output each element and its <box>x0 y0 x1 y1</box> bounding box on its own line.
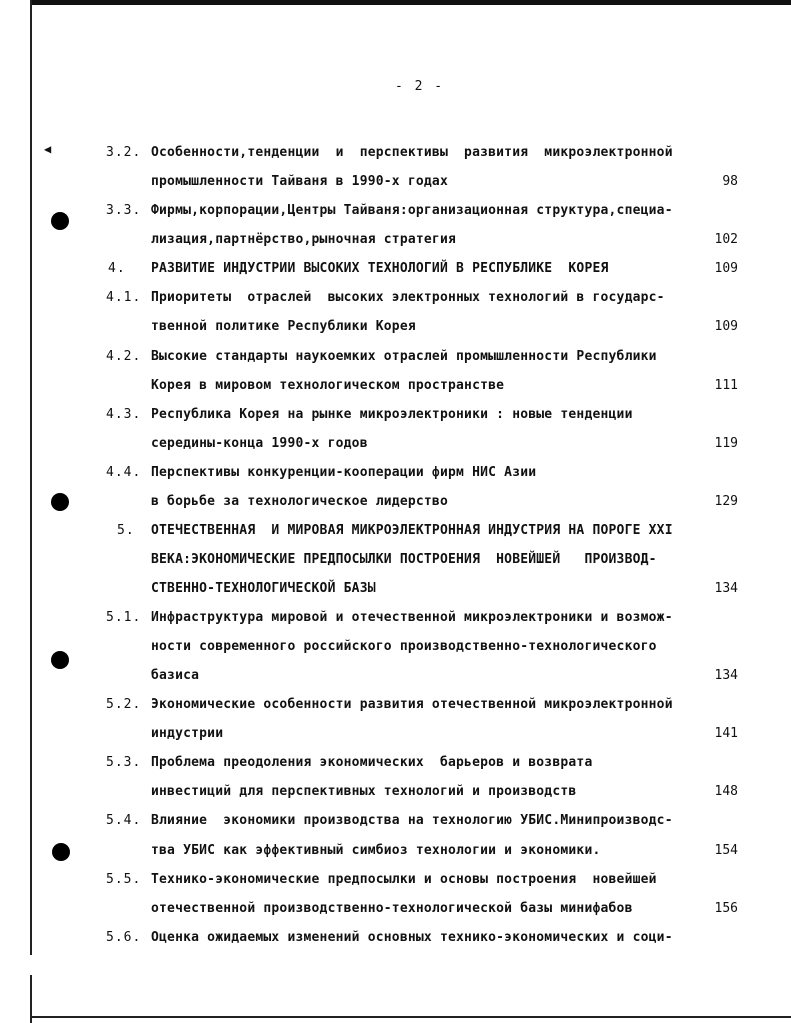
toc-entry-text: РАЗВИТИЕ ИНДУСТРИИ ВЫСОКИХ ТЕХНОЛОГИЙ В РЕСПУБЛИКЕ КОРЕЯ <box>151 261 609 276</box>
toc-entry-text: Экономические особенности развития отечественной микроэлектронной <box>151 697 673 712</box>
toc-page-number: 141 <box>714 726 738 741</box>
toc-entry-text: Инфраструктура мировой и отечественной микроэлектроники и возмож- <box>151 610 673 625</box>
toc-entry-text: Влияние экономики производства на технологию УБИС.Минипроизводс- <box>151 813 673 828</box>
toc-entry-number: 5.4. <box>106 813 142 828</box>
toc-page-number: 98 <box>722 174 738 189</box>
toc-entry-text: Оценка ожидаемых изменений основных технико-экономических и соци- <box>151 930 673 945</box>
toc-entry-text: индустрии <box>151 726 224 741</box>
toc-page-number: 154 <box>714 843 738 858</box>
toc-entry-text: лизация,партнёрство,рыночная стратегия <box>151 232 457 247</box>
page-number: - 2 - <box>395 79 445 94</box>
toc-page-number: 111 <box>714 378 738 393</box>
punch-hole <box>51 212 69 230</box>
toc-entry-text: ности современного российского производственно-технологического <box>151 639 657 654</box>
toc-entry-number: 5.5. <box>106 872 142 887</box>
binding-mark-icon: ◀ <box>44 142 52 156</box>
toc-page-number: 156 <box>714 901 738 916</box>
toc-entry-text: инвестиций для перспективных технологий и производств <box>151 784 577 799</box>
toc-entry-text: Проблема преодоления экономических барьеров и возврата <box>151 755 593 770</box>
toc-entry-number: 4.4. <box>106 465 142 480</box>
toc-entry-number: 3.2. <box>106 145 142 160</box>
toc-page-number: 109 <box>714 319 738 334</box>
toc-page-number: 134 <box>714 668 738 683</box>
toc-entry-text: середины-конца 1990-х годов <box>151 436 368 451</box>
toc-entry-text: ОТЕЧЕСТВЕННАЯ И МИРОВАЯ МИКРОЭЛЕКТРОННАЯ ИНДУСТРИЯ НА ПОРОГЕ XXI <box>151 523 673 538</box>
toc-entry-number: 5.3. <box>106 755 142 770</box>
punch-hole <box>52 843 70 861</box>
toc-page-number: 109 <box>714 261 738 276</box>
toc-entry-text: СТВЕННО-ТЕХНОЛОГИЧЕСКОЙ БАЗЫ <box>151 581 376 596</box>
toc-entry-text: Высокие стандарты наукоемких отраслей промышленности Республики <box>151 349 657 364</box>
toc-entry-number: 5.2. <box>106 697 142 712</box>
toc-entry-text: Перспективы конкуренции-кооперации фирм НИС Азии <box>151 465 537 480</box>
toc-entry-text: промышленности Тайваня в 1990-х годах <box>151 174 448 189</box>
toc-page-number: 102 <box>714 232 738 247</box>
toc-entry-text: Особенности,тенденции и перспективы развития микроэлектронной <box>151 145 673 160</box>
toc-entry-text: Республика Корея на рынке микроэлектроники : новые тенденции <box>151 407 633 422</box>
scan-edge-bottom <box>30 1016 791 1018</box>
punch-hole <box>51 651 69 669</box>
toc-entry-text: твенной политике Республики Корея <box>151 319 416 334</box>
toc-page-number: 119 <box>714 436 738 451</box>
toc-entry-number: 5.1. <box>106 610 142 625</box>
punch-hole <box>51 493 69 511</box>
toc-entry-text: Корея в мировом технологическом пространстве <box>151 378 505 393</box>
toc-entry-number: 5.6. <box>106 930 142 945</box>
toc-entry-number: 3.3. <box>106 203 142 218</box>
toc-entry-number: 4. <box>108 261 126 276</box>
toc-entry-text: ВЕКА:ЭКОНОМИЧЕСКИЕ ПРЕДПОСЫЛКИ ПОСТРОЕНИЯ НОВЕЙШЕЙ ПРОИЗВОД- <box>151 552 657 567</box>
toc-page-number: 134 <box>714 581 738 596</box>
toc-entry-text: тва УБИС как эффективный симбиоз технологии и экономики. <box>151 843 601 858</box>
toc-entry-number: 4.2. <box>106 349 142 364</box>
toc-entry-text: базиса <box>151 668 200 683</box>
toc-entry-text: Технико-экономические предпосылки и основы построения новейшей <box>151 872 657 887</box>
toc-page-number: 148 <box>714 784 738 799</box>
scan-gap <box>30 955 36 975</box>
toc-entry-text: Приоритеты отраслей высоких электронных технологий в государс- <box>151 290 665 305</box>
toc-entry-number: 5. <box>117 523 135 538</box>
scan-edge-left <box>30 0 32 1023</box>
toc-entry-text: в борьбе за технологическое лидерство <box>151 494 448 509</box>
toc-entry-text: Фирмы,корпорации,Центры Тайваня:организационная структура,специа- <box>151 203 673 218</box>
toc-page-number: 129 <box>714 494 738 509</box>
scan-edge-top <box>30 0 791 5</box>
toc-entry-number: 4.3. <box>106 407 142 422</box>
toc-entry-text: отечественной производственно-технологической базы минифабов <box>151 901 633 916</box>
toc-entry-number: 4.1. <box>106 290 142 305</box>
